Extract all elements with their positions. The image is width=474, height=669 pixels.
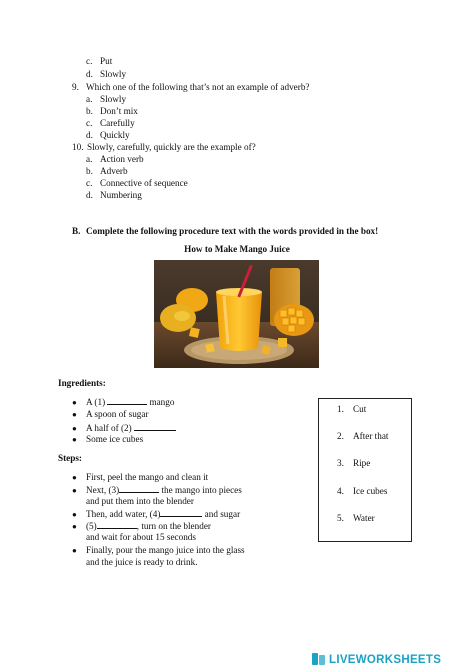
q10-option-b: b. Adverb: [86, 166, 128, 176]
blank-3[interactable]: [119, 485, 159, 493]
section-b-instruction: B. Complete the following procedure text with the words provided in the box!: [72, 226, 379, 236]
word-bank-box: [318, 398, 412, 542]
step-line-4: ● Then, add water, (4) and sugar: [72, 509, 241, 519]
q9-option-a: a. Slowly: [86, 94, 127, 104]
q8-option-d: d. Slowly: [86, 69, 127, 79]
liveworksheets-logo[interactable]: LIVEWORKSHEETS: [312, 653, 441, 667]
q10-option-c: c. Connective of sequence: [86, 178, 188, 188]
ingredient-item-3: ● A half of (2): [72, 423, 176, 433]
q9-option-d: d. Quickly: [86, 130, 130, 140]
ingredient-item-4: ● Some ice cubes: [72, 434, 144, 444]
q10-option-d: d. Numbering: [86, 190, 142, 200]
q9-option-c: c. Carefully: [86, 118, 135, 128]
recipe-title: How to Make Mango Juice: [184, 244, 290, 254]
blank-5[interactable]: [97, 521, 137, 529]
word-bank-item-2: 2. After that: [337, 431, 389, 441]
step-line-2: ● Next, (3) the mango into pieces: [72, 485, 242, 495]
word-bank-item-4: 4. Ice cubes: [337, 486, 388, 496]
mango-juice-photo: [154, 260, 319, 368]
step-line-1: ● First, peel the mango and clean it: [72, 472, 209, 482]
step-line-8: and the juice is ready to drink.: [86, 557, 198, 567]
q9-option-b: b. Don’t mix: [86, 106, 138, 116]
word-bank-item-1: 1. Cut: [337, 404, 367, 414]
step-line-5: ● (5) , turn on the blender: [72, 521, 211, 531]
q8-option-c: c. Put: [86, 56, 113, 66]
blank-4[interactable]: [160, 509, 202, 517]
word-bank-item-5: 5. Water: [337, 513, 375, 523]
liveworksheets-logo-icon: [312, 653, 326, 665]
mango-juice-illustration: [154, 260, 319, 368]
blank-2[interactable]: [134, 423, 176, 431]
word-bank-item-3: 3. Ripe: [337, 458, 371, 468]
q10-question: 10. Slowly, carefully, quickly are the example of?: [72, 142, 256, 152]
step-line-7: ● Finally, pour the mango juice into the glass: [72, 545, 245, 555]
step-line-6: and wait for about 15 seconds: [86, 532, 196, 542]
steps-heading: Steps:: [58, 453, 82, 463]
ingredient-item-2: ● A spoon of sugar: [72, 409, 149, 419]
blank-1[interactable]: [107, 397, 147, 405]
ingredient-item-1: ● A (1) mango: [72, 397, 175, 407]
ingredients-heading: Ingredients:: [58, 378, 106, 388]
q10-option-a: a. Action verb: [86, 154, 144, 164]
step-line-3: and put them into the blender: [86, 496, 194, 506]
q9-question: 9. Which one of the following that’s not an example of adverb?: [72, 82, 310, 92]
